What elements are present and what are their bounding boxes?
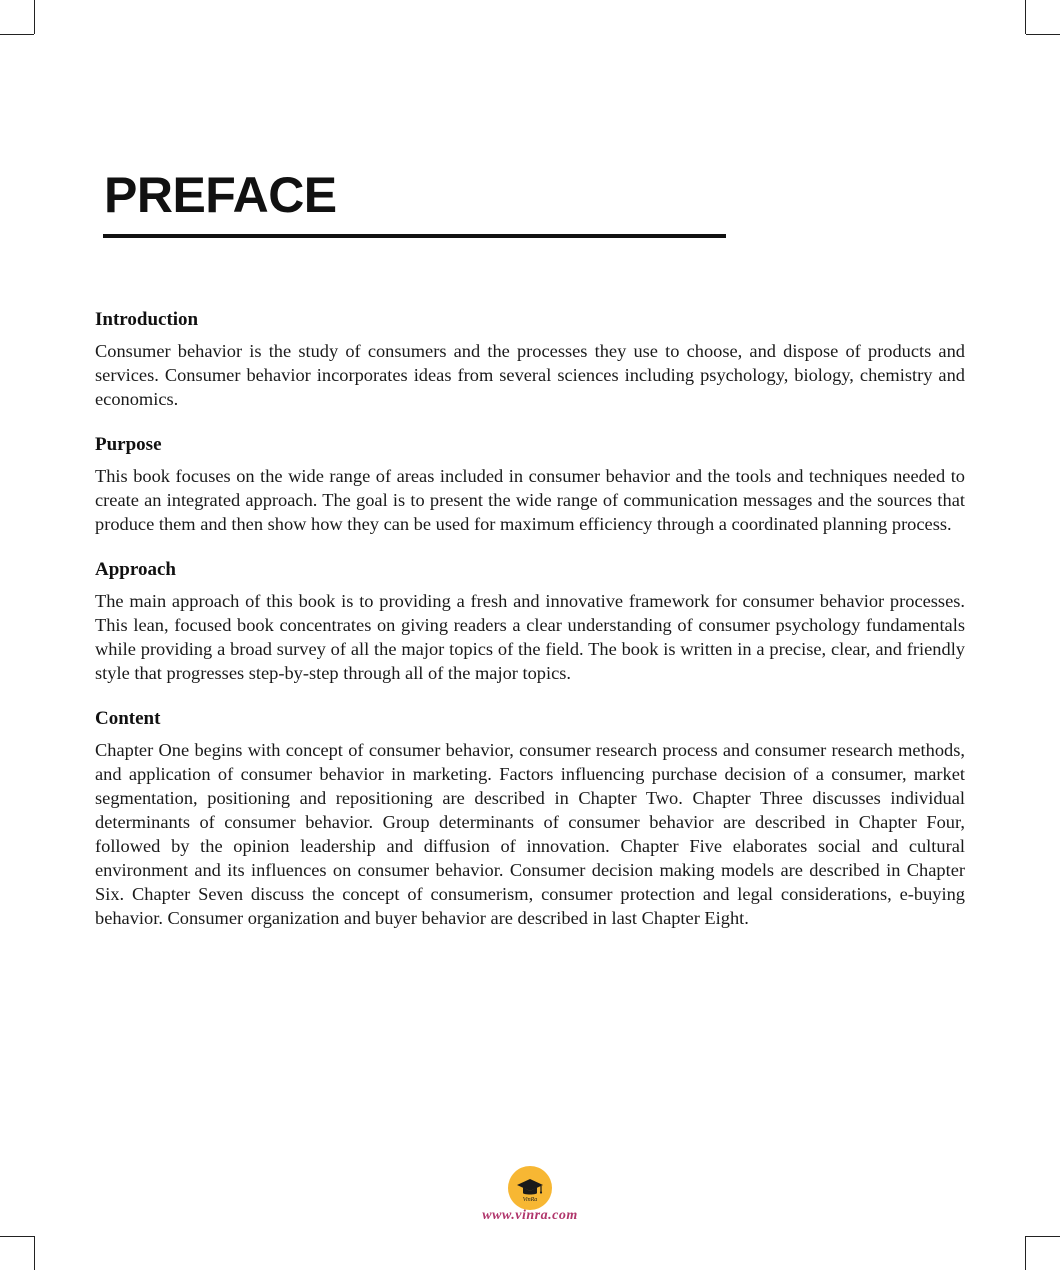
preface-body (95, 308, 965, 952)
publisher-url[interactable]: www.vinra.com (482, 1208, 578, 1223)
crop-mark-bottom-right-horizontal (1026, 1236, 1060, 1237)
crop-mark-bottom-left-vertical (34, 1236, 35, 1270)
section-paragraph: The main approach of this book is to providing a fresh and innovative framework for consumer behavior processes. This lean, focused book concentrates on giving readers a clear understanding of consumer psychology fundamentals while providing a broad survey of all the major topics of the field. The book is written in a precise, clear, and friendly style that progresses step-by-step through all of the major topics. (95, 591, 965, 683)
section-heading: Approach (95, 559, 176, 580)
section-content (95, 707, 965, 930)
section-heading: Content (95, 708, 161, 729)
crop-mark-bottom-left-horizontal (0, 1236, 34, 1237)
page-title: PREFACE (104, 167, 337, 223)
svg-text:VinRa: VinRa (522, 1197, 538, 1203)
graduation-cap-icon (514, 1172, 546, 1204)
publisher-logo (508, 1166, 552, 1210)
crop-mark-top-right-vertical (1025, 0, 1026, 34)
section-purpose (95, 433, 965, 536)
crop-mark-top-left-horizontal (0, 34, 34, 35)
section-paragraph: This book focuses on the wide range of areas included in consumer behavior and the tools and techniques needed to create an integrated approach. The goal is to present the wide range of communication messages and the sources that produce them and then show how they can be used for maximum efficiency through a coordinated planning process. (95, 466, 965, 534)
crop-mark-top-right-horizontal (1026, 34, 1060, 35)
title-underline (103, 234, 726, 238)
section-approach (95, 558, 965, 685)
crop-mark-top-left-vertical (34, 0, 35, 34)
section-heading: Introduction (95, 309, 199, 330)
section-paragraph: Consumer behavior is the study of consumers and the processes they use to choose, and dispose of products and services. Consumer behavior incorporates ideas from several sciences including psychology, biology, chemistry and economics. (95, 341, 965, 409)
section-paragraph: Chapter One begins with concept of consumer behavior, consumer research process and consumer research methods, and application of consumer behavior in marketing. Factors influencing purchase decision of a consumer, market segmentation, positioning and repositioning are described in Chapter Two. Chapter Three discusses individual determinants of consumer behavior. Group determinants of consumer behavior are described in Chapter Four, followed by the opinion leadership and diffusion of innovation. Chapter Five elaborates social and cultural environment and its influences on consumer behavior. Consumer decision making models are described in Chapter Six. Chapter Seven discuss the concept of consumerism, consumer protection and legal considerations, e-buying behavior. Consumer organization and buyer behavior are described in last Chapter Eight. (95, 740, 965, 928)
crop-mark-bottom-right-vertical (1025, 1236, 1026, 1270)
section-heading: Purpose (95, 434, 162, 455)
section-introduction (95, 308, 965, 411)
